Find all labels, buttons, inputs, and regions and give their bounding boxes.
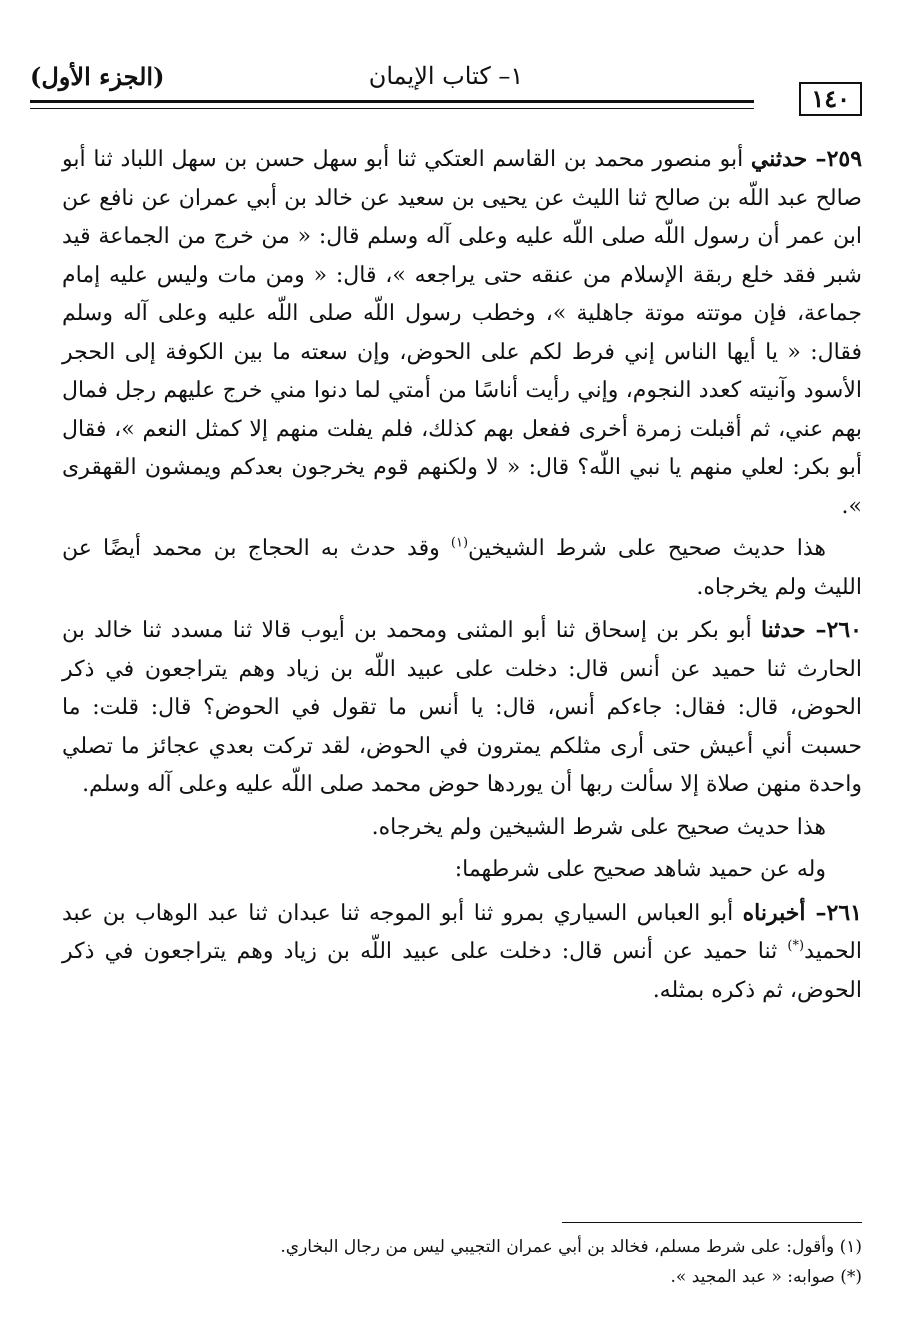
hadith-260 <box>62 611 862 805</box>
footnote-1: (١) وأقول: على شرط مسلم، فخالد بن أبي عمران التجيبي ليس من رجال البخاري. <box>280 1237 862 1257</box>
hadith-lead: – حدثني <box>750 146 827 172</box>
hadith-number: ٢٦٠ <box>826 617 862 643</box>
header-rule-thick <box>30 100 754 103</box>
footnote-star: (*) صوابه: « عبد المجيد ». <box>670 1267 862 1287</box>
witness-line: وله عن حميد شاهد صحيح على شرطهما: <box>454 857 826 882</box>
footnotes <box>62 1232 862 1292</box>
hadith-text-cont: ثنا حميد عن أنس قال: دخلت على عبيد اللّه بن زياد وهم يتراجعون في ذكر الحوض، ثم ذكره بمثله. <box>62 939 862 1003</box>
hadith-text: أبو منصور محمد بن القاسم العتكي ثنا أبو سهل حسن بن سهل اللباد ثنا أبو صالح عبد اللّه بن صالح ثنا الليث عن يحيى بن سعيد عن خالد بن أبي عمران عن نافع عن ابن عمر أن رسول اللّه صلى اللّه عليه وعلى آله وسلم قال: « من خرج من الجماعة قيد شبر فقد خلع ربقة الإسلام من عنقه حتى يراجعه »، قال: « ومن مات وليس عليه إمام جماعة، فإن موتته موتة جاهلية »، وخطب رسول اللّه صلى اللّه عليه وعلى آله وسلم فقال: « يا أيها الناس إني فرط لكم على الحوض، وإن سعته ما بين الكوفة إلى الحجر الأسود وآنيته كعدد النجوم، وإني رأيت أناسًا من أمتي لما دنوا مني خرج عليهم رجل فمال بهم عني، ثم أقبلت زمرة أخرى ففعل بهم كذلك، فلم يفلت منهم إلا كمثل النعم »، فقال أبو بكر: لعلي منهم يا نبي اللّه؟ قال: « لا ولكنهم قوم يخرجون بعدكم ويمشون القهقرى ». <box>62 147 862 519</box>
hadith-lead: – أخبرناه <box>742 899 827 926</box>
footnote-ref: (١) <box>450 535 469 551</box>
page-number: ١٤٠ <box>799 82 862 116</box>
comment-259 <box>62 530 862 607</box>
hadith-text: أبو العباس السياري بمرو ثنا أبو الموجه ثنا عبدان ثنا عبد الوهاب بن عبد الحميد <box>62 900 862 964</box>
header-rule-thin <box>30 108 754 109</box>
hadith-number: ٢٦١ <box>826 899 862 926</box>
volume-label: (الجزء الأول) <box>30 62 165 91</box>
hadith-lead: – حدثنا <box>760 617 827 643</box>
footnote-rule <box>562 1222 862 1223</box>
hadith-259 <box>62 140 862 526</box>
footnote-ref: (*) <box>787 938 805 954</box>
hadith-261 <box>62 894 862 1011</box>
hadith-text: أبو بكر بن إسحاق ثنا أبو المثنى ومحمد بن أيوب قالا ثنا مسدد ثنا خالد بن الحارث ثنا حميد عن أنس قال: دخلت على عبيد اللّه بن زياد وهم يتراجعون في ذكر الحوض، قال: فقال: جاءكم أنس، قال: يا أنس ما تقول في الحوض؟ قال: قلت: ما حسبت أني أعيش حتى أرى مثلكم يمترون في الحوض، لقد تركت بعدي عجائز ما تصلي واحدة منهن صلاة إلا سألت ربها أن يوردها حوض محمد صلى اللّه عليه وعلى آله وسلم. <box>62 618 862 797</box>
hadith-number: ٢٥٩ <box>826 146 863 172</box>
comment-text-cont: وقد حدث به الحجاج بن محمد أيضًا عن الليث ولم يخرجاه. <box>62 536 862 600</box>
page-body <box>62 140 862 1014</box>
comment-260: هذا حديث صحيح على شرط الشيخين ولم يخرجاه. <box>371 814 826 840</box>
chapter-title: ١– كتاب الإيمان <box>368 62 524 90</box>
comment-text: هذا حديث صحيح على شرط الشيخين <box>468 536 826 561</box>
